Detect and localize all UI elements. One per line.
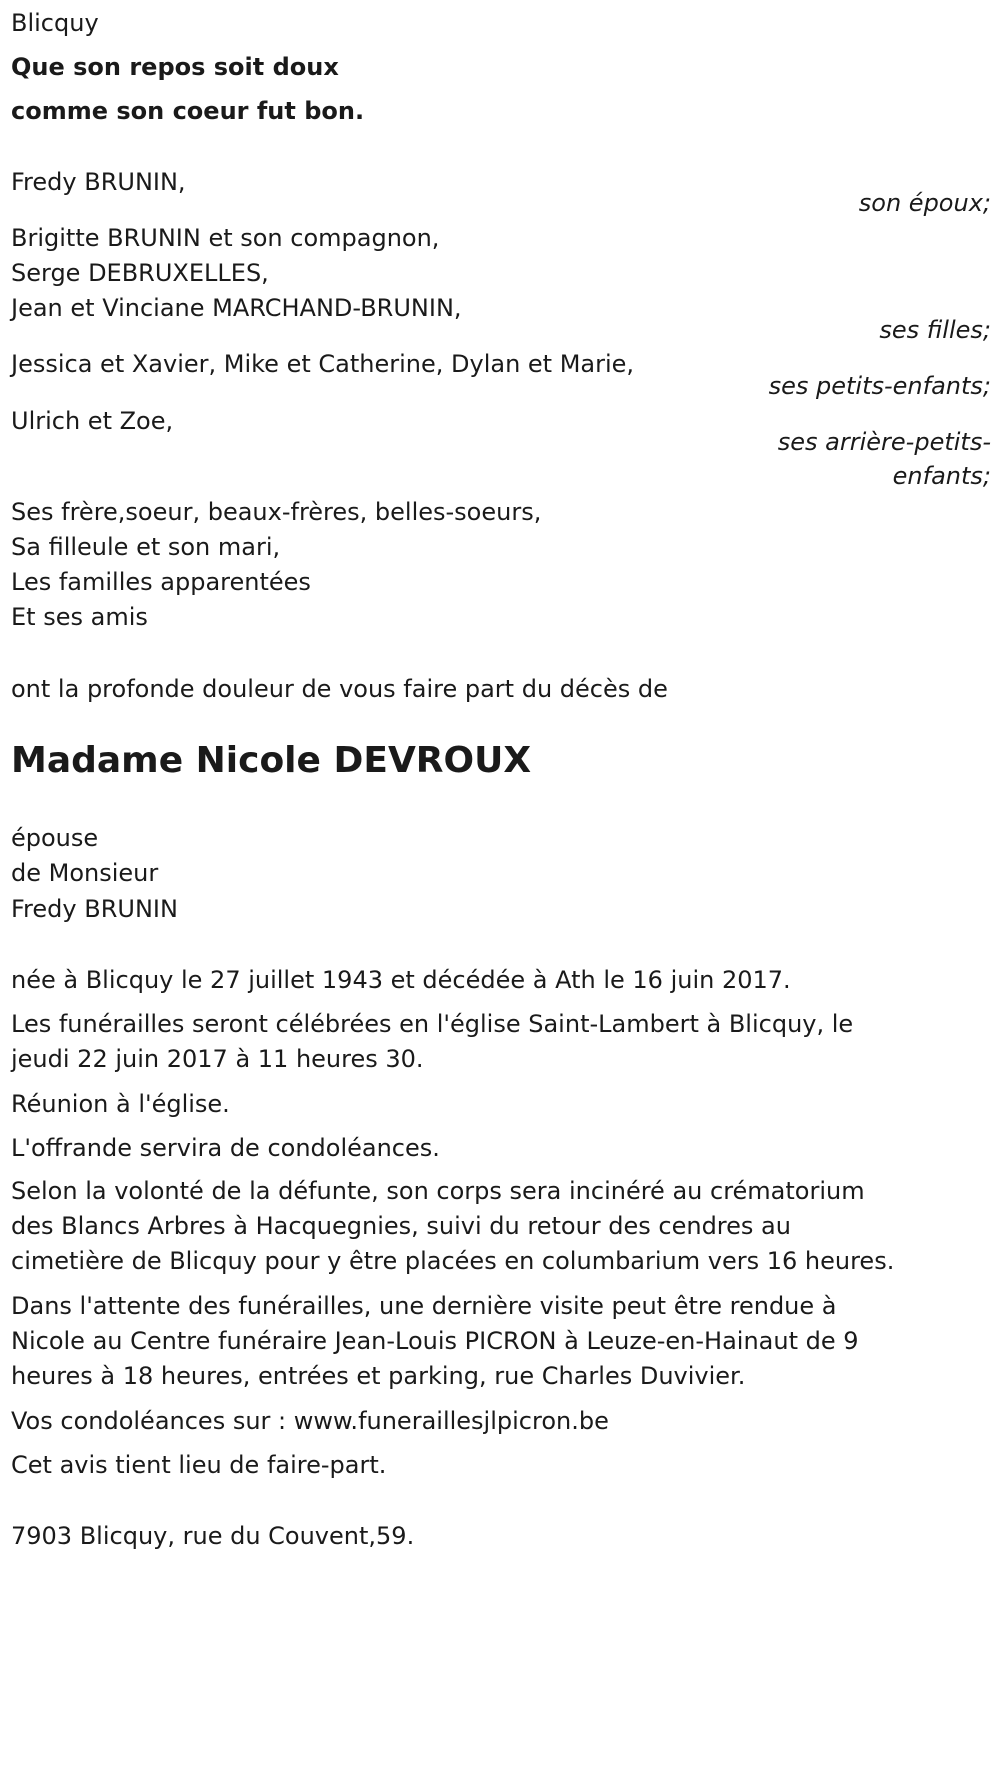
great-grandchildren: Ulrich et Zoe, [11, 407, 174, 435]
daughter-1: Brigitte BRUNIN et son compagnon, [11, 224, 440, 252]
place-heading: Blicquy [11, 9, 99, 37]
motto-line-1: Que son repos soit doux [11, 53, 339, 81]
funeral-line-1: Les funérailles seront célébrées en l'église Saint-Lambert à Blicquy, le [11, 1010, 854, 1038]
relation-line-2: de Monsieur [11, 859, 159, 887]
meeting: Réunion à l'église. [11, 1090, 230, 1118]
family-others-4: Et ses amis [11, 603, 148, 631]
daughters-role: ses filles; [879, 316, 991, 344]
motto-line-2: comme son coeur fut bon. [11, 97, 365, 125]
relation-line-1: épouse [11, 824, 99, 852]
address: 7903 Blicquy, rue du Couvent,59. [11, 1522, 415, 1550]
spouse-name: Fredy BRUNIN, [11, 168, 186, 196]
great-grandchildren-role-1: ses arrière-petits- [777, 428, 991, 456]
visit-line-1: Dans l'attente des funérailles, une dernière visite peut être rendue à [11, 1292, 837, 1320]
cremation-line-2: des Blancs Arbres à Hacquegnies, suivi du retour des cendres au [11, 1212, 791, 1240]
grandchildren: Jessica et Xavier, Mike et Catherine, Dylan et Marie, [11, 350, 635, 378]
funeral-line-2: jeudi 22 juin 2017 à 11 heures 30. [11, 1045, 424, 1073]
great-grandchildren-role-2: enfants; [892, 462, 991, 490]
relation-line-3: Fredy BRUNIN [11, 895, 178, 923]
condolences-link: Vos condoléances sur : www.funeraillesjlpicron.be [11, 1407, 609, 1435]
family-others-1: Ses frère,soeur, beaux-frères, belles-soeurs, [11, 498, 542, 526]
visit-line-3: heures à 18 heures, entrées et parking, rue Charles Duvivier. [11, 1362, 746, 1390]
offering: L'offrande servira de condoléances. [11, 1134, 440, 1162]
daughter-2: Jean et Vinciane MARCHAND-BRUNIN, [11, 294, 462, 322]
visit-line-2: Nicole au Centre funéraire Jean-Louis PICRON à Leuze-en-Hainaut de 9 [11, 1327, 859, 1355]
cremation-line-1: Selon la volonté de la défunte, son corps sera incinéré au crématorium [11, 1177, 865, 1205]
announcement: ont la profonde douleur de vous faire part du décès de [11, 675, 668, 703]
family-others-3: Les familles apparentées [11, 568, 311, 596]
grandchildren-role: ses petits-enfants; [768, 372, 991, 400]
birth-death: née à Blicquy le 27 juillet 1943 et décédée à Ath le 16 juin 2017. [11, 966, 791, 994]
deceased-name: Madame Nicole DEVROUX [11, 740, 532, 781]
cremation-line-3: cimetière de Blicquy pour y être placées en columbarium vers 16 heures. [11, 1247, 895, 1275]
daughter-1-partner: Serge DEBRUXELLES, [11, 259, 269, 287]
spouse-role: son époux; [858, 189, 991, 217]
notice: Cet avis tient lieu de faire-part. [11, 1451, 387, 1479]
family-others-2: Sa filleule et son mari, [11, 533, 281, 561]
